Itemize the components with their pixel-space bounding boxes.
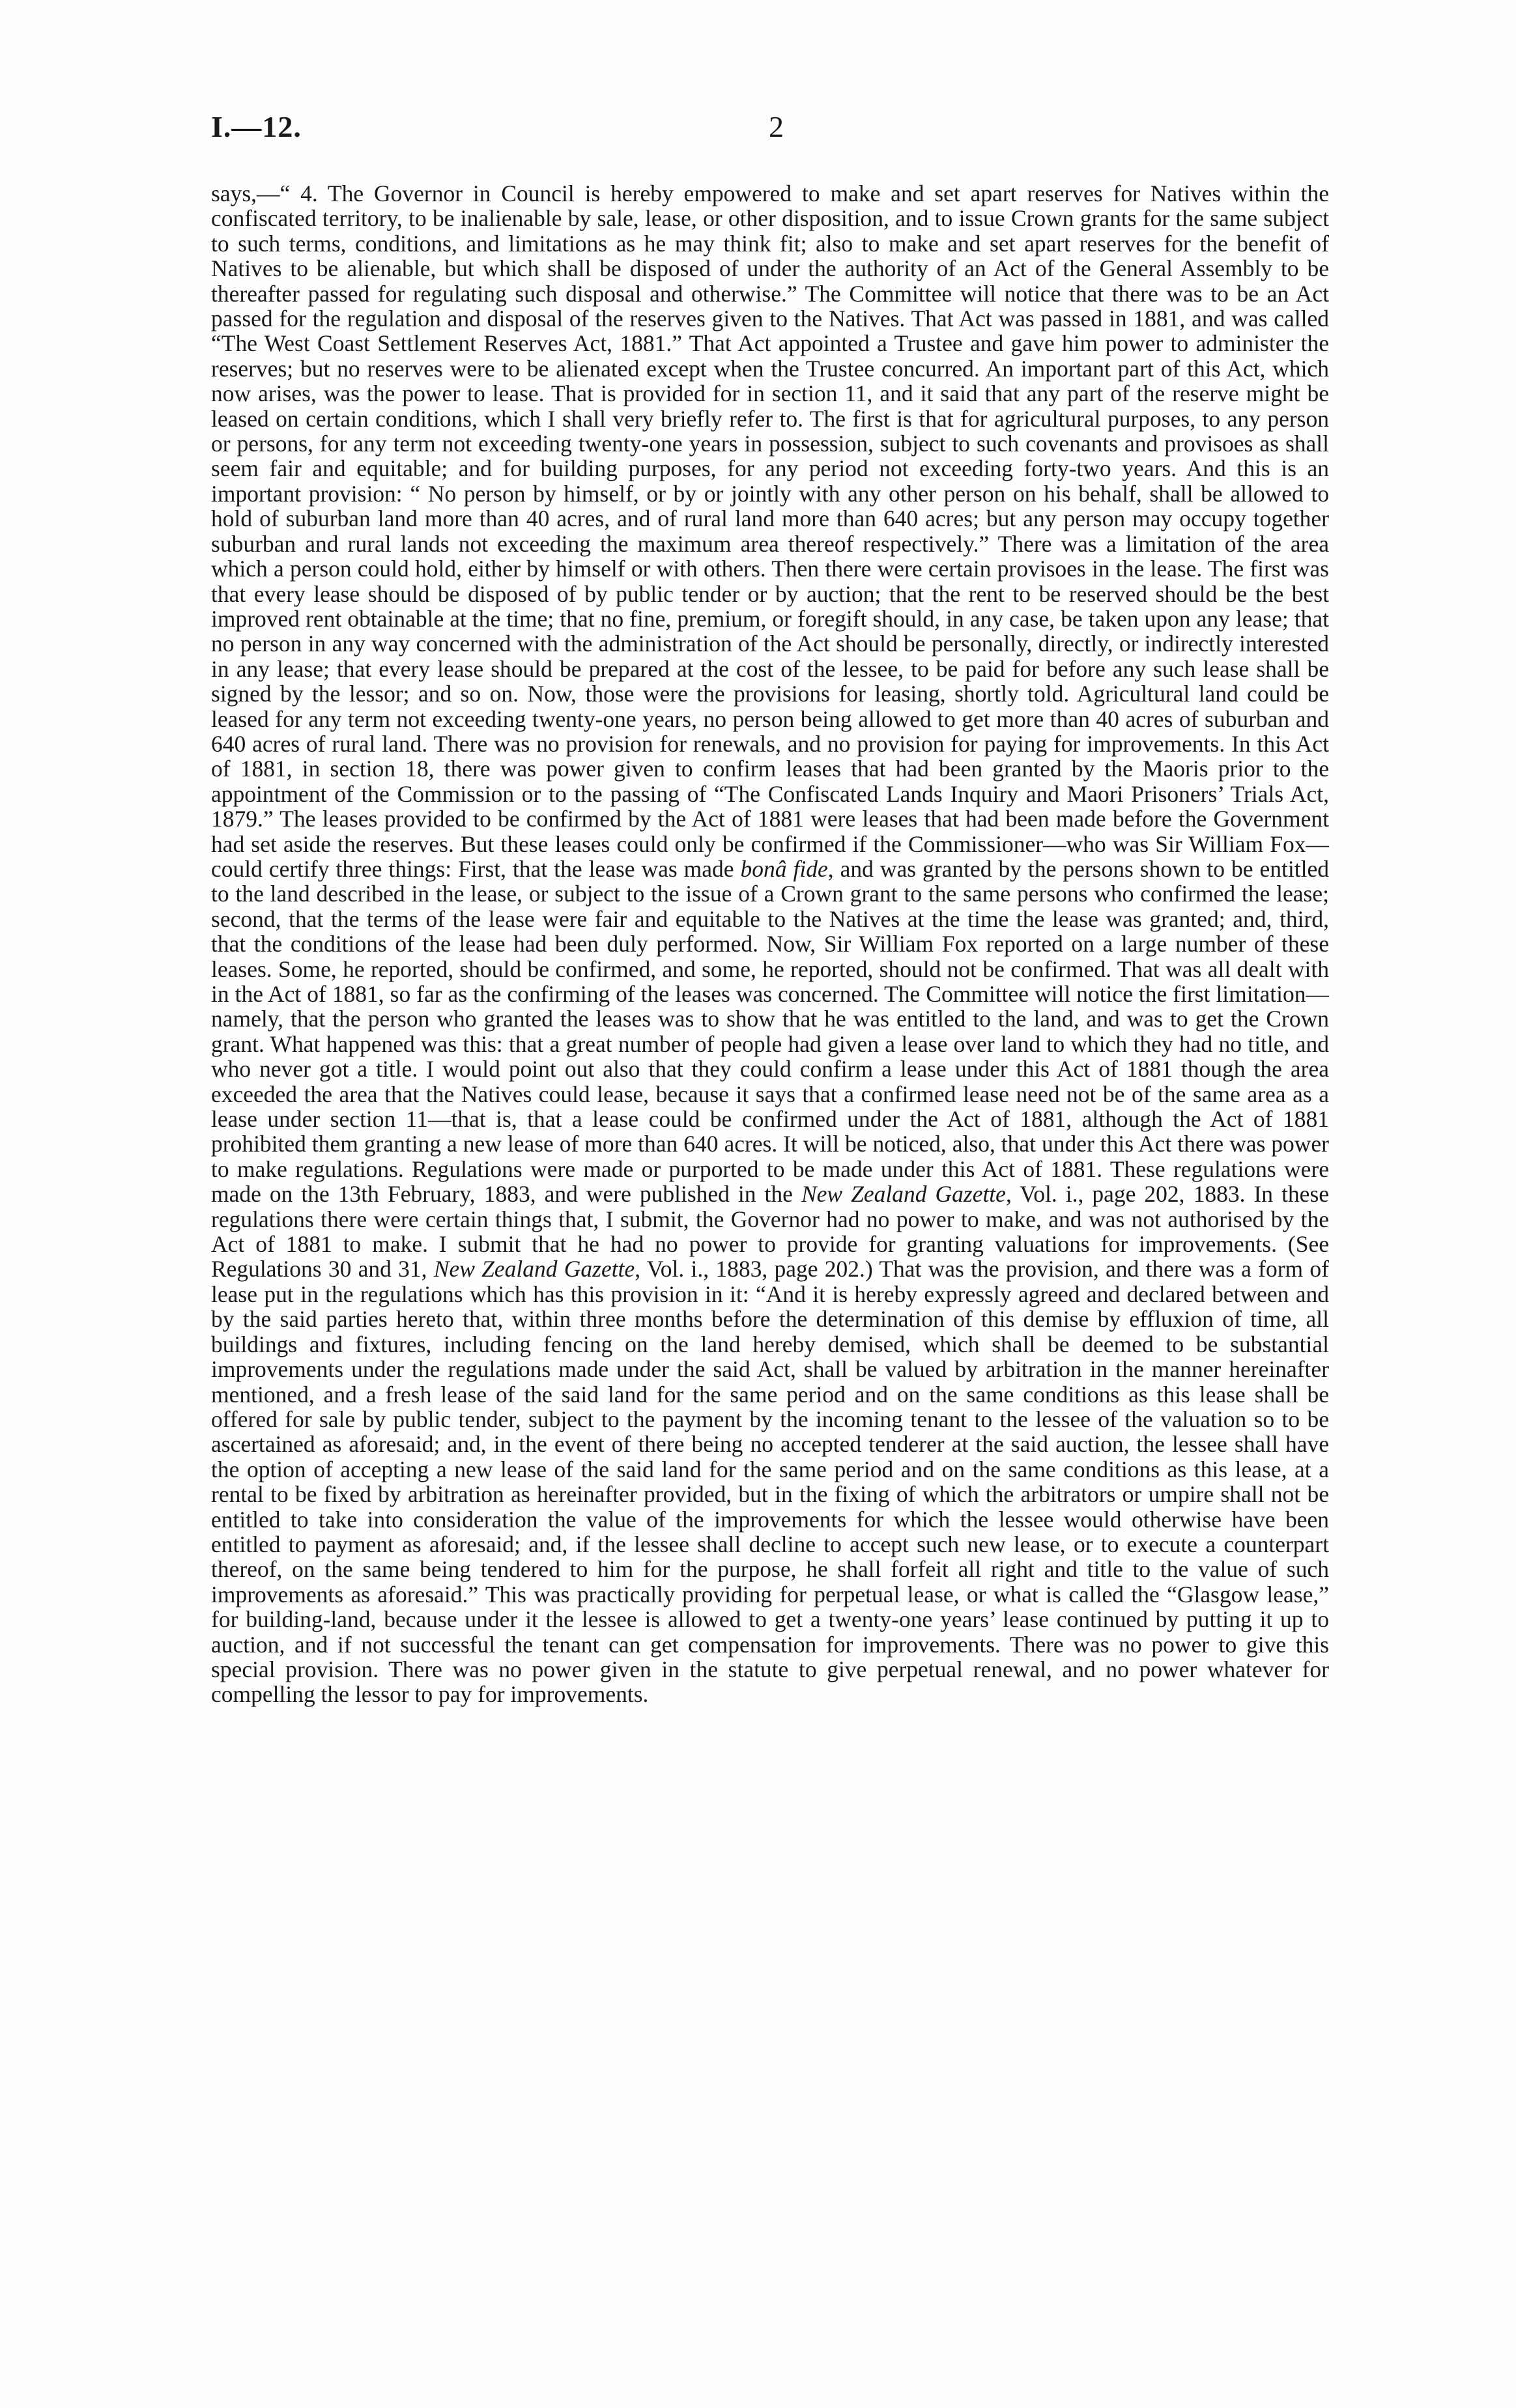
- text-run: , Vol. i., page 202, 1883. In these regulations there were certain things that, I submit, the Governor had no power to make, and was not authorised by the Act of 1881 to make. I submit that he had no power to provide for granting valuations for improvements. (See Regulations 30 and 31,: [211, 1181, 1330, 1282]
- page-number: 2: [769, 110, 784, 143]
- body-text: [211, 181, 1329, 1707]
- text-run: says,—“ 4. The Governor in Council is hereby empowered to make and set apart reserves for Natives within the confiscated territory, to be inalienable by sale, lease, or other disposition, and to issue Crown grants for the same subject to such terms, conditions, and limitations as he may think fit; also to make and set apart reserves for the benefit of Natives to be alienable, but which shall be disposed of under the authority of an Act of the General Assembly to be thereafter passed for regulating such disposal and otherwise.” The Committee will notice that there was to be an Act passed for the regulation and disposal of the reserves given to the Natives. That Act was passed in 1881, and was called “The West Coast Settlement Reserves Act, 1881.” That Act appointed a Trustee and gave him power to administer the reserves; but no reserves were to be alienated except when the Trustee concurred. An important part of this Act, which now arises, was the power to lease. That is provided for in section 11, and it said that any part of the reserve might be leased on certain conditions, which I shall very briefly refer to. The first is that for agricultural purposes, to any person or persons, for any term not exceeding twenty-one years in possession, subject to such covenants and provisoes as shall seem fair and equitable; and for building purposes, for any period not exceeding forty-two years. And this is an important provision: “ No person by himself, or by or jointly with any other person on his behalf, shall be allowed to hold of suburban land more than 40 acres, and of rural land more than 640 acres; but any person may occupy together suburban and rural lands not exceeding the maximum area thereof respectively.” There was a limitation of the area which a person could hold, either by himself or with others. Then there were certain provisoes in the lease. The first was that every lease should be disposed of by public tender or by auction; that the rent to be reserved should be the best improved rent obtainable at the time; that no fine, premium, or foregift should, in any case, be taken upon any lease; that no person in any way concerned with the administration of the Act should be personally, directly, or indirectly interested in any lease; that every lease should be prepared at the cost of the lessee, to be paid for before any such lease shall be signed by the lessor; and so on. Now, those were the provisions for leasing, shortly told. Agricultural land could be leased for any term not exceeding twenty-one years, no person being allowed to get more than 40 acres of suburban and 640 acres of rural land. There was no provision for renewals, and no provision for paying for improvements. In this Act of 1881, in section 18, there was power given to confirm leases that had been granted by the Maoris prior to the appointment of the Commission or to the passing of “The Confiscated Lands Inquiry and Maori Prisoners’ Trials Act, 1879.” The leases provided to be confirmed by the Act of 1881 were leases that had been made before the Government had set aside the reserves. But these leases could only be confirmed if the Commissioner—who was Sir William Fox—could certify three things: First, that the lease was made: [211, 180, 1329, 882]
- text-run: , Vol. i., 1883, page 202.) That was the provision, and there was a form of lease put in the regulations which has this provision in it: “And it is hereby expressly agreed and declared between and by the said parties hereto that, within three months before the determination of this demise by effluxion of time, all buildings and fixtures, including fencing on the land hereby demised, which shall be deemed to be substantial improvements under the regulations made under the said Act, shall be valued by arbitration in the manner hereinafter mentioned, and a fresh lease of the said land for the same period and on the same conditions as this lease shall be offered for sale by public tender, subject to the payment by the incoming tenant to the lessee of the valuation so to be ascertained as aforesaid; and, in the event of there being no accepted tenderer at the said auction, the lessee shall have the option of accepting a new lease of the said land for the same period and on the same conditions as this lease, at a rental to be fixed by arbitration as hereinafter provided, but in the fixing of which the arbitrators or umpire shall not be entitled to take into consideration the value of the improvements for which the lessee would otherwise have been entitled to payment as aforesaid; and, if the lessee shall decline to accept such new lease, or to execute a counterpart thereof, on the same being tendered to him for the purpose, he shall forfeit all right and title to the value of such improvements as aforesaid.” This was practically providing for perpetual lease, or what is called the “Glasgow lease,” for building-land, because under it the lessee is allowed to get a twenty-one years’ lease continued by putting it up to auction, and if not successful the tenant can get compensation for improvements. There was no power to give this special provision. There was no power given in the statute to give perpetual renewal, and no power whatever for compelling the lessor to pay for improvements.: [211, 1256, 1330, 1708]
- italic-run: New Zealand Gazette: [801, 1181, 1006, 1208]
- running-head: [211, 109, 1319, 149]
- document-reference: I.—12.: [211, 110, 302, 143]
- text-run: , and was granted by the persons shown to be entitled to the land described in the lease, or subject to the issue of a Crown grant to the same persons who confirmed the lease; second, that the terms of the lease were fair and equitable to the Natives at the time the lease was granted; and, third, that the conditions of the lease had been duly performed. Now, Sir William Fox reported on a large number of these leases. Some, he reported, should be confirmed, and some, he reported, should not be confirmed. That was all dealt with in the Act of 1881, so far as the confirming of the leases was concerned. The Committee will notice the first limitation—namely, that the person who granted the leases was to show that he was entitled to the land, and was to get the Crown grant. What happened was this: that a great number of people had given a lease over land to which they had no title, and who never got a title. I would point out also that they could confirm a lease under this Act of 1881 though the area exceeded the area that the Natives could lease, because it says that a confirmed lease need not be of the same area as a lease under section 11—that is, that a lease could be confirmed under the Act of 1881, although the Act of 1881 prohibited them granting a new lease of more than 640 acres. It will be noticed, also, that under this Act there was power to make regulations. Regulations were made or purported to be made under this Act of 1881. These regulations were made on the 13th February, 1883, and were published in the: [211, 855, 1329, 1208]
- italic-run: New Zealand Gazette: [433, 1256, 635, 1282]
- italic-run: bonâ fide: [740, 855, 828, 882]
- paragraph: [211, 181, 1329, 1707]
